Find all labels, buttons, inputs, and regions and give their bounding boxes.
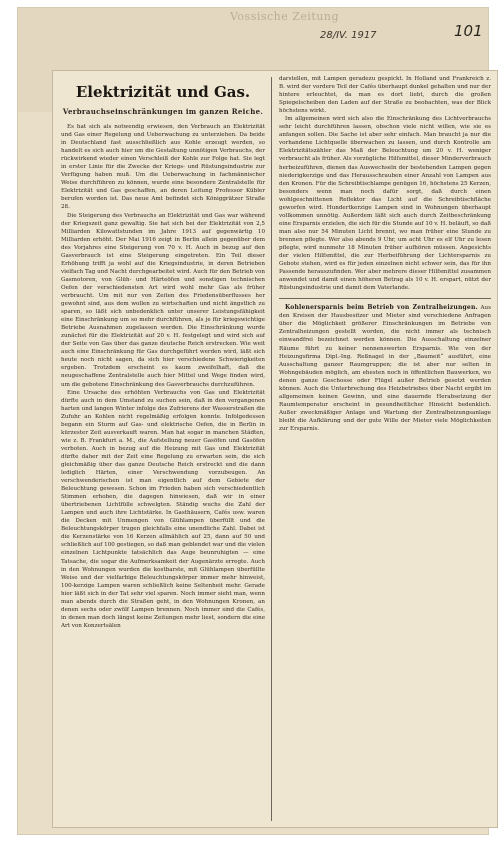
article-paragraph: darstellen, mit Lampen geradezu gespickt. In Holland und Frankreich z. B. wird der vordere Teil der Cafés überhaupt dunkel gehalten und nur der hintere erleuchtet, da man es dort liebt, durch die großen Spiegelscheiben den Laden auf der Straße zu beobachten, was der Blick höchstens wirkt.: [279, 76, 491, 115]
article-subheadline: Verbrauchseinschränkungen im ganzen Reiche.: [62, 107, 264, 116]
handwritten-date: 28/IV. 1917: [320, 30, 377, 41]
article-paragraph: Im allgemeinen wird sich also die Einschränkung des Lichtverbrauchs sehr leicht durchführen lassen, obschon viele nicht willen, wie sie es anfangen sollen. Die Sache ist aber sehr einfach. Man braucht ja nur die vorhandene Lichtquelle überwachen zu lassen, und durch Kontrolle am Elektrizitätszähler das Maß der Beleuchtung um 20 v. H. weniger verbraucht als früher. Als vorzügliche Hilfsmittel, dieser Minderverbrauch herbeizuführen, dienen das Auswechseln der bestehenden Lampen gegen niederigkerzige und das Herausschrauben einer Anzahl von Lampen aus den Kronen. Für die Schreibtischlampe genügen 16, höchstens 25 Kerzen, besonders wenn man noch dafür sorgt, daß durch einen wohlgeschnittenen Reflektor das Licht auf die Schreibtischfläche geworfen wird. Hundertkerzige Lampen sind in Wohnungen überhaupt vollkommen unnötig. Außerdem läßt sich auch durch Zeitbeschränkung eine Ersparnis erzielen, die sich für die Stunde auf 10 v. H. beläuft, so daß man also nur 54 Minuten Licht brennt, wo man früher eine Stunde zu brennen pflegte. Wer also abends 9 Uhr, um acht Uhr es elf Uhr zu lesen pflegte, wird nunmehr 18 Minuten früher aufhören müssen. Angesichts der vielen Hilfsmittel, die zur Herbeiführung der Lichtersparnis zu Gebote stehen, wird es für jeden einzelnen nicht schwer sein, das für ihn Passende herauszufinden. Wer aber mehrere dieser Hilfsmittel zusammen anwendet und damit einen höheren Betrag als 10 v. H. erspart, nützt der Rüstungsindustrie und damit dem Vaterlande.: [279, 116, 491, 292]
handwritten-page-number: 101: [454, 22, 483, 40]
subsection-paragraph: [279, 304, 491, 433]
right-column: [279, 75, 491, 819]
subsection-text: Aus den Kreisen der Hausbesitzer und Mieter sind verschiedene Anfragen über die Möglichkeit größerer Einschränkungen im Betriebe von Zentralheizungen gestellt worden, die nicht immer als technisch einwandfrei bezeichnet werden können. Die Ausschaltung einzelner Räume führt zu keiner nennenswerten Ersparnis. Wie von der Heizungsfirma Dipl.-Ing. Reßnagel in der „Baumeit“ ausführt, eine Ausschaltung ganzer Raumgruppen; die ist aber nur selten in Wohngebäuden möglich, am ehesten noch in öffentlichen Bauwerken, wo denen ganze Geschosse oder Flügel außer Betrieb gesetzt werden können. Auch die Unterbrechung des Heizbetriebes über Nacht ergibt im allgemeinen keinen Gewinn, und eine dauernde Herabsetzung der Raumtemperatur erscheint in gesundheitlicher Hinsicht bedenklich. Außer zweckmäßiger Anlage und Wartung der Zentralheizungsanlage bleibt die Aufklärung und der gute Wille der Mieter viele Möglichkeiten zur Ersparnis.: [279, 305, 491, 432]
section-rule: [279, 298, 491, 299]
newspaper-clipping: [52, 70, 498, 828]
left-column: [61, 77, 265, 819]
column-divider: [271, 77, 272, 821]
archive-sheet: [18, 8, 491, 834]
subsection-title: Kohlenersparnis beim Betrieb von Zentralheizungen.: [285, 304, 478, 312]
article-paragraph: Die Steigerung des Verbrauchs an Elektrizität und Gas war während der Kriegszeit ganz gewaltig. Sie hat sich bei der Elektrizität von 2,5 Milliarden Kilowattstunden im Jahre 1913 auf gegenwärtig 10 Milliarden erhöht. Der Mai 1916 zeigt in Berlin allein gegenüber dem des Vorjahres eine Steigerung von 70 v. H. Auch in bezug auf den Gasverbrauch ist eine Steigerung eingetreten. Ein Teil dieser Erhöhung trifft ja wohl auf die Kriegsindustrie, in deren Betrieben vielfach Tag und Nacht durchgearbeitet wird. Auch für den Betrieb von Gasmotoren, von Glüh- und Härteöfen und sonstigen technischen Oefen der verschiedensten Art wird wohl mehr Gas als früher verbraucht. Um mit nur von Zeiten des Friedensüberflusses her gewohnt sind, aus dem wollen zu wirtschaften und nicht ängstlich zu sparen, so läßt sich unbedenklich unter unserer Leistungsfähigkeit eine Einschränkung um so mehr durchführen, als je für kriegswichtige Betriebe Ausnahmen zugelassen werden. Die Einschränkung wurde zunächst für die Elektrizität auf 20 v. H. festgelegt und wird sich auf der Seite von Gas über das ganze deutsche Reich erstrecken. Wie weit auch eine Einschränkung für Gas durchgeführt werden wird, läßt sich heute noch nicht sagen, da sich hier verschiedene Schwierigkeiten ergeben. Trotzdem erscheint es kaum zweifelhaft, daß die neugeschaffene Zentralstelle auch hier Mittel und Wege finden wird, um die gebotene Einschränkung des Gasverbrauchs durchzuführen.: [61, 212, 265, 388]
newspaper-masthead: Vossische Zeitung: [230, 10, 340, 23]
article-paragraph: Es hat sich als notwendig erwiesen, den Verbrauch an Elektrizität und Gas einer Regelung und Ueberwachung zu unterziehen. Da beide in Deutschland fast ausschließlich aus Kohle erzeugt werden, so handelt es sich auch hier um die Gestaltung unnötigen Verbrauchs, der rückwirkend wieder einen Verschleiß der Kohle zur Folge hat. Sie legt in erster Linie für die Zwecke der Kriegs- und Rüstungsindustrie zur Verfügung haben muß. Um die Ueberwachung in fachmännischer Weise durchführen zu können, wurde eine besondere Zentralstelle für Elektrizität und Gas geschaffen, an deren Leitung Professor Kübler berufen worden ist. Das neue Amt befindet sich Königgrätzer Straße 28.: [61, 124, 265, 211]
article-headline: Elektrizität und Gas.: [75, 83, 251, 101]
article-paragraph: Eine Ursache des erhöhten Verbrauchs von Gas und Elektrizität dürfte auch in dem Umstand zu suchen sein, daß in den vergangenen harten und langen Winter infolge des Zufrierens der Wasserstraßen die Zufuhr an Kohlen nicht regelmäßig erfolgen konnte. Infolgedessen begann ein Sturm auf Gas- und elektrische Oefen, die in Berlin in kürzester Zeit ausverkauft waren. Man hat sogar in manchen Städten, wie z. B. Frankfurt a. M., die Aufstellung neuer Gasöfen und Gasöfen verboten. Auch in bezug auf die Heizung mit Gas und Elektrizität dürfte daher mit der Zeit eine Regelung zu erwarten sein, die sich gleichmäßig über das ganze Deutsche Reich erstreckt und die dann lediglich Härten, einer Verschwendung vorzubeugen. An verschwenderischen ist man eigentlich auf dem Gebiete der Beleuchtung gewesen. Schon im Frieden haben sich verschiedentlich Stimmen erhoben, die dagegen hinwiesen, daß wir in einer übertriebenen Lichtfülle schwelgten. Ständig wuchs die Zahl der Lampen und auch ihre Lichtstärke. In Gasthäusern, Cafés usw. waren die Decken mit Unmengen von Glühlampen überfüllt und die Beleuchtungskörper trugen gleichfalls eine unendliche Zahl. Dabei ist die Kerzenstärke von 16 Kerzen allmählich auf 25, dann auf 50 und schließlich auf 100 gestiegen, so daß man geblendet war und die vielen einzelnen Lichtpunkte tatsächlich das Auge beunruhigten — eine Tatsache, die sogar die Aufmerksamkeit der Augenärzte erregte. Auch in den Wohnungen wurden die kostbarste, mit Glühlampen überfüllte Weise und der vielfarbige Beleuchtungskörper immer mehr hinweist, 100-kerzige Lampen waren schließlich keine Seltenheit mehr. Gerade hier läßt sich in der Tat sehr viel sparen. Noch immer sieht man, wenn man abends durch die Straßen geht, in den Wohnungen Kronen, an denen sechs oder zwölf Lampen brennen. Noch immer sind die Cafés, in denen man doch längst keine Zeitungen mehr liest, sondern die eine Art von Konzertsälen: [61, 389, 265, 629]
